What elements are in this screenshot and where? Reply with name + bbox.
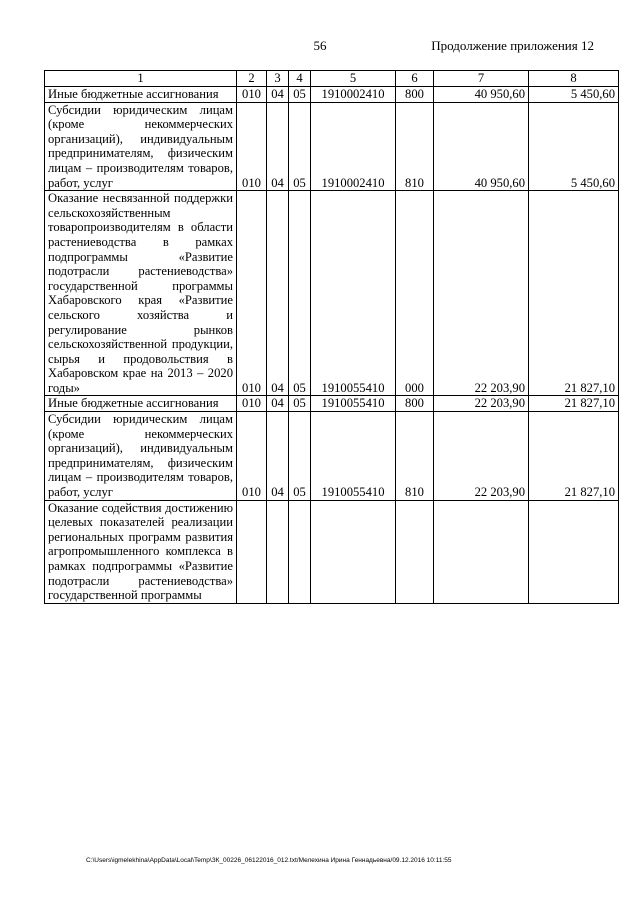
section-code bbox=[267, 500, 289, 603]
column-header: 5 bbox=[311, 71, 396, 87]
amount-col7: 22 203,90 bbox=[434, 412, 529, 501]
column-number-row bbox=[45, 71, 619, 87]
target-article-code: 1910055410 bbox=[311, 396, 396, 412]
file-path-footer: C:\Users\igmelekhina\AppData\Local\Temp\ЗК_00226_06122016_012.txt/Мелехина Ирина Геннадьевна/09.12.2016 10:11:55 bbox=[86, 857, 452, 864]
column-header: 1 bbox=[45, 71, 237, 87]
column-header: 3 bbox=[267, 71, 289, 87]
section-code: 04 bbox=[267, 87, 289, 103]
amount-col7: 22 203,90 bbox=[434, 191, 529, 396]
row-name: Оказание содействия достижению целевых показателей реализации региональных программ развития агропромышленного комплекса в рамках подпрограммы «Развитие подотрасли растениеводства» государственной программы bbox=[45, 500, 237, 603]
table-row bbox=[45, 396, 619, 412]
target-article-code: 1910055410 bbox=[311, 191, 396, 396]
amount-col7: 40 950,60 bbox=[434, 87, 529, 103]
ministry-code bbox=[237, 500, 267, 603]
subsection-code: 05 bbox=[289, 412, 311, 501]
row-name: Иные бюджетные ассигнования bbox=[45, 396, 237, 412]
amount-col8: 21 827,10 bbox=[529, 412, 619, 501]
subsection-code: 05 bbox=[289, 87, 311, 103]
expense-type-code: 810 bbox=[396, 412, 434, 501]
amount-col8: 5 450,60 bbox=[529, 102, 619, 191]
amount-col7: 22 203,90 bbox=[434, 396, 529, 412]
expense-type-code: 800 bbox=[396, 87, 434, 103]
column-header: 7 bbox=[434, 71, 529, 87]
section-code: 04 bbox=[267, 191, 289, 396]
expense-type-code: 800 bbox=[396, 396, 434, 412]
amount-col8: 21 827,10 bbox=[529, 191, 619, 396]
expense-type-code: 000 bbox=[396, 191, 434, 396]
expense-type-code: 810 bbox=[396, 102, 434, 191]
ministry-code: 010 bbox=[237, 191, 267, 396]
expense-type-code bbox=[396, 500, 434, 603]
table-row bbox=[45, 102, 619, 191]
continuation-label: Продолжение приложения 12 bbox=[431, 38, 594, 53]
page-number: 56 bbox=[313, 38, 327, 53]
table-row bbox=[45, 500, 619, 603]
table-row bbox=[45, 412, 619, 501]
target-article-code: 1910055410 bbox=[311, 412, 396, 501]
section-code: 04 bbox=[267, 396, 289, 412]
amount-col7 bbox=[434, 500, 529, 603]
ministry-code: 010 bbox=[237, 87, 267, 103]
table-row bbox=[45, 191, 619, 396]
target-article-code: 1910002410 bbox=[311, 87, 396, 103]
target-article-code bbox=[311, 500, 396, 603]
column-header: 8 bbox=[529, 71, 619, 87]
column-header: 6 bbox=[396, 71, 434, 87]
subsection-code: 05 bbox=[289, 396, 311, 412]
section-code: 04 bbox=[267, 102, 289, 191]
subsection-code: 05 bbox=[289, 102, 311, 191]
column-header: 2 bbox=[237, 71, 267, 87]
amount-col8: 5 450,60 bbox=[529, 87, 619, 103]
ministry-code: 010 bbox=[237, 412, 267, 501]
subsection-code bbox=[289, 500, 311, 603]
target-article-code: 1910002410 bbox=[311, 102, 396, 191]
amount-col8 bbox=[529, 500, 619, 603]
ministry-code: 010 bbox=[237, 102, 267, 191]
ministry-code: 010 bbox=[237, 396, 267, 412]
amount-col8: 21 827,10 bbox=[529, 396, 619, 412]
row-name: Субсидии юридическим лицам (кроме некоммерческих организаций), индивидуальным предпринимателям, физическим лицам – производителям товаров, работ, услуг bbox=[45, 412, 237, 501]
row-name: Иные бюджетные ассигнования bbox=[45, 87, 237, 103]
section-code: 04 bbox=[267, 412, 289, 501]
row-name: Оказание несвязанной поддержки сельскохозяйственным товаропроизводителям в области растениеводства в рамках подпрограммы «Развитие подотрасли растениеводства» государственной программы Хабаровского края «Развитие сельского хозяйства и регулирование рынков сельскохозяйственной продукции, сырья и продовольствия в Хабаровском крае на 2013 – 2020 годы» bbox=[45, 191, 237, 396]
column-header: 4 bbox=[289, 71, 311, 87]
budget-table bbox=[44, 70, 619, 604]
amount-col7: 40 950,60 bbox=[434, 102, 529, 191]
subsection-code: 05 bbox=[289, 191, 311, 396]
row-name: Субсидии юридическим лицам (кроме некоммерческих организаций), индивидуальным предпринимателям, физическим лицам – производителям товаров, работ, услуг bbox=[45, 102, 237, 191]
table-row bbox=[45, 87, 619, 103]
